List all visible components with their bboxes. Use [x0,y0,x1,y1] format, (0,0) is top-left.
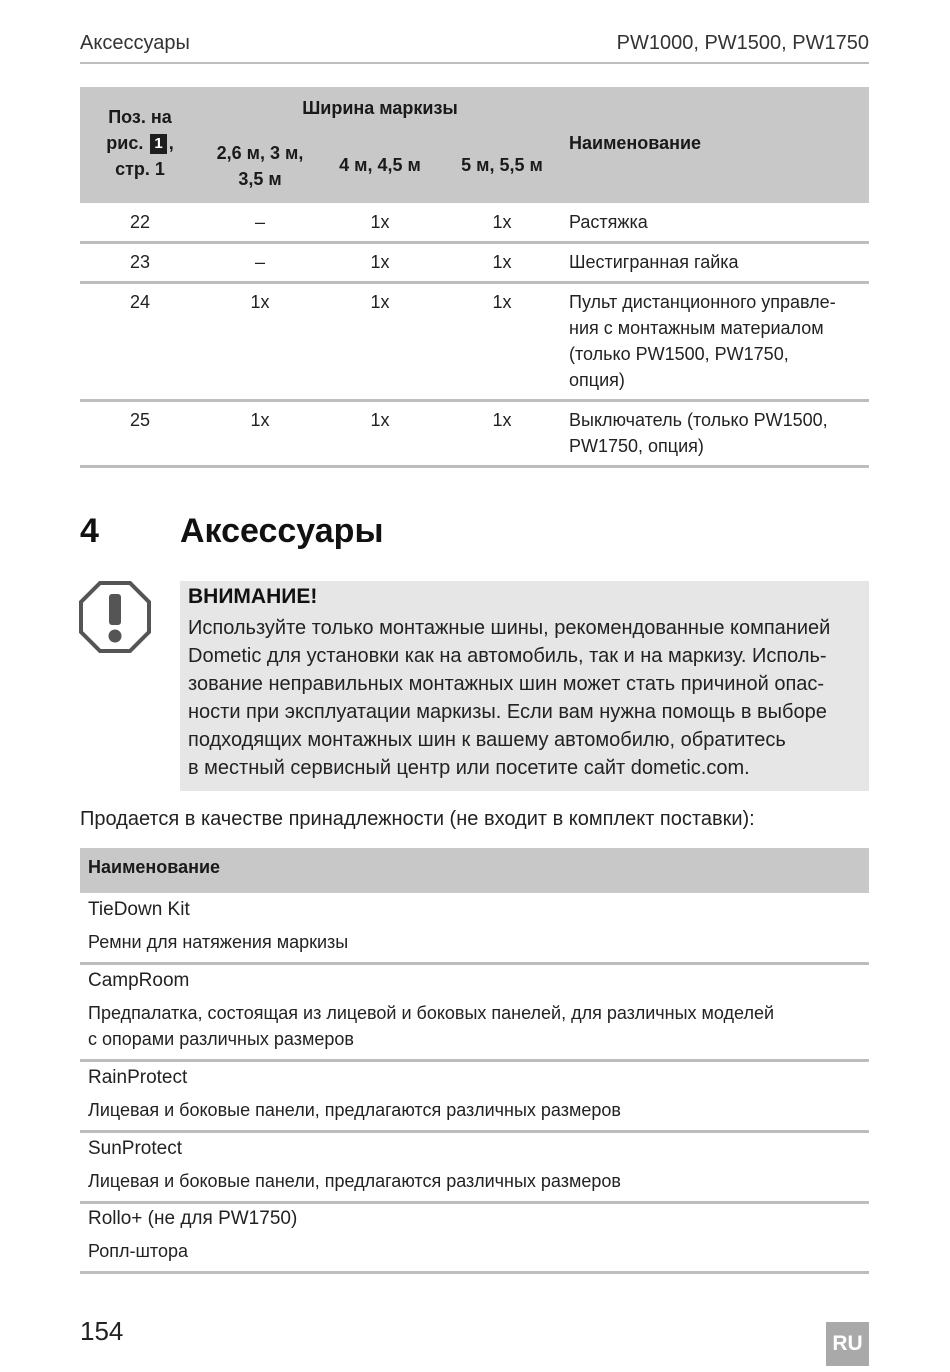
col-header-width-group: Ширина маркизы [302,98,458,118]
col-header-position-line3: стр. 1 [115,159,165,179]
table-cell-name: Шестигранная гайка [569,252,739,272]
warning-octagon-icon [78,580,152,654]
col-header-width-2: 4 м, 4,5 м [339,155,421,175]
row-divider [80,1059,869,1062]
table-cell-name-line: опция) [569,370,625,390]
accessory-desc-line: с опорами различных размеров [88,1029,354,1049]
col-header-position-comma: , [168,133,174,153]
accessories-intro: Продается в качестве принадлежности (не входит в комплект поставки): [80,808,755,830]
section-number: 4 [80,512,99,550]
row-divider [80,241,869,244]
accessory-name: RainProtect [88,1067,188,1088]
accessory-desc: Ремни для натяжения маркизы [88,932,349,952]
accessory-name: Rollo+ (не для PW1750) [88,1208,298,1229]
language-badge: RU [826,1322,869,1366]
table-cell-name [569,407,854,459]
row-divider [80,399,869,402]
table-cell-w1: 1x [250,410,270,430]
warning-text-line: Dometic для установки как на автомобиль, так и на маркизу. Исполь- [188,645,827,667]
table-cell-w3: 1x [492,292,512,312]
accessory-desc-line: Предпалатка, состоящая из лицевой и боковых панелей, для различных моделей [88,1003,775,1023]
table-cell-name: Растяжка [569,212,648,232]
table-cell-w2: 1x [370,410,390,430]
col-header-width-1-line1: 2,6 м, 3 м, [216,143,304,163]
table-cell-w1: – [254,252,265,272]
table-cell-w3: 1x [492,410,512,430]
table-cell-w3: 1x [492,212,512,232]
col-header-name: Наименование [569,133,702,153]
table-bottom-rule [80,465,869,468]
col-header-position-line2 [90,130,190,156]
table-cell-w2: 1x [370,292,390,312]
accessory-name: TieDown Kit [88,899,190,920]
accessory-desc [88,1000,774,1052]
col-header-width-1-line2: 3,5 м [238,169,282,189]
table-cell-pos: 23 [129,252,151,272]
accessory-desc: Лицевая и боковые панели, предлагаются различных размеров [88,1171,621,1191]
table-cell-pos: 22 [129,212,151,232]
header-rule [80,62,869,64]
table-cell-name [569,289,854,393]
section-title: Аксессуары [180,512,384,550]
row-divider [80,962,869,965]
table-cell-name-line: PW1750, опция) [569,436,704,456]
table-cell-pos: 24 [129,292,151,312]
col-header-position [90,104,190,182]
col-header-position-line1: Поз. на [108,107,172,127]
warning-text-line: ности при эксплуатации маркизы. Если вам нужна помощь в выборе [188,701,827,723]
col-header-position-rus: рис. [106,133,144,153]
warning-text-line: в местный сервисный центр или посетите сайт dometic.com. [188,757,750,779]
table-cell-w1: 1x [250,292,270,312]
row-divider [80,1130,869,1133]
table-bottom-rule [80,1271,869,1274]
warning-text-line: Используйте только монтажные шины, рекомендованные компанией [188,617,831,639]
table-cell-w2: 1x [370,212,390,232]
table-cell-name-line: Пульт дистанционного управле- [569,292,836,312]
table-cell-pos: 25 [129,410,151,430]
table-cell-w3: 1x [492,252,512,272]
table-cell-name-line: ния с монтажным материалом [569,318,824,338]
col-header-width-3: 5 м, 5,5 м [461,155,543,175]
figure-number-badge: 1 [150,134,166,154]
table-cell-name-line: Выключатель (только PW1500, [569,410,828,430]
col-header-width-1 [200,140,320,192]
accessory-desc: Лицевая и боковые панели, предлагаются различных размеров [88,1100,621,1120]
warning-title: ВНИМАНИЕ! [188,585,318,608]
running-header-section: Аксессуары [80,32,190,54]
accessories-col-name: Наименование [88,857,221,877]
table-cell-w2: 1x [370,252,390,272]
accessory-name: SunProtect [88,1138,182,1159]
table-cell-name-line: (только PW1500, PW1750, [569,344,789,364]
row-divider [80,1201,869,1204]
warning-text-line: подходящих монтажных шин к вашему автомобилю, обратитесь [188,729,786,751]
accessory-desc: Ропл-штора [88,1241,188,1261]
running-header-models: PW1000, PW1500, PW1750 [616,32,869,54]
page-number: 154 [80,1316,124,1346]
warning-text-line: зование неправильных монтажных шин может стать причиной опас- [188,673,825,695]
row-divider [80,281,869,284]
table-cell-w1: – [254,212,265,232]
accessory-name: CampRoom [88,970,190,991]
